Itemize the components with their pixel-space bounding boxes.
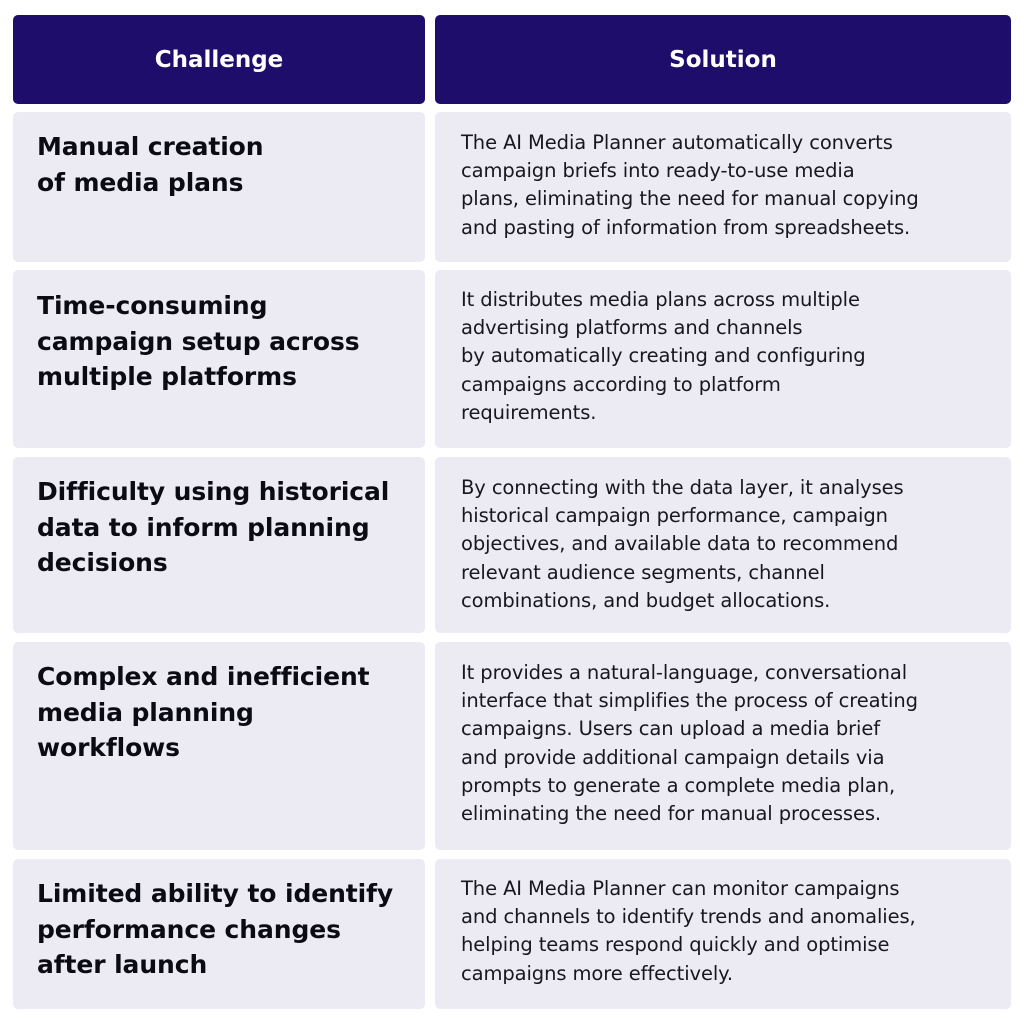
header-solution-label: Solution [669,46,777,73]
row-4-challenge-text: Complex and inefficient media planning workflows [37,662,370,762]
row-3-solution [435,457,1011,633]
row-1-solution-text: The AI Media Planner automatically converts campaign briefs into ready-to-use media plans, eliminating the need for manual copying and pasting of information from spreadsheets. [461,131,919,239]
row-3-solution-text: By connecting with the data layer, it analyses historical campaign performance, campaign objectives, and available data to recommend relevant audience segments, channel combinations, and budget allocations. [461,476,904,612]
row-4-challenge [13,642,425,850]
row-3-challenge [13,457,425,633]
row-5-solution [435,859,1011,1009]
row-2-challenge-text: Time-consuming campaign setup across multiple platforms [37,291,360,391]
row-2-challenge [13,270,425,448]
row-1-solution [435,112,1011,262]
row-2-solution-text: It distributes media plans across multiple advertising platforms and channels by automatically creating and configuring campaigns according to platform requirements. [461,288,866,424]
row-1-challenge-text: Manual creation of media plans [37,132,264,197]
row-4-solution-text: It provides a natural-language, conversational interface that simplifies the process of creating campaigns. Users can upload a media brief and provide additional campaign details via prompts to generate a complete media plan, eliminating the need for manual processes. [461,661,918,826]
row-1-challenge [13,112,425,262]
header-solution [435,15,1011,104]
row-5-solution-text: The AI Media Planner can monitor campaigns and channels to identify trends and anomalies, helping teams respond quickly and optimise campaigns more effectively. [461,877,916,985]
row-5-challenge-text: Limited ability to identify performance changes after launch [37,879,394,979]
header-challenge [13,15,425,104]
row-2-solution [435,270,1011,448]
header-challenge-label: Challenge [154,46,284,73]
row-3-challenge-text: Difficulty using historical data to inform planning decisions [37,477,390,577]
row-4-solution [435,642,1011,850]
row-5-challenge [13,859,425,1009]
